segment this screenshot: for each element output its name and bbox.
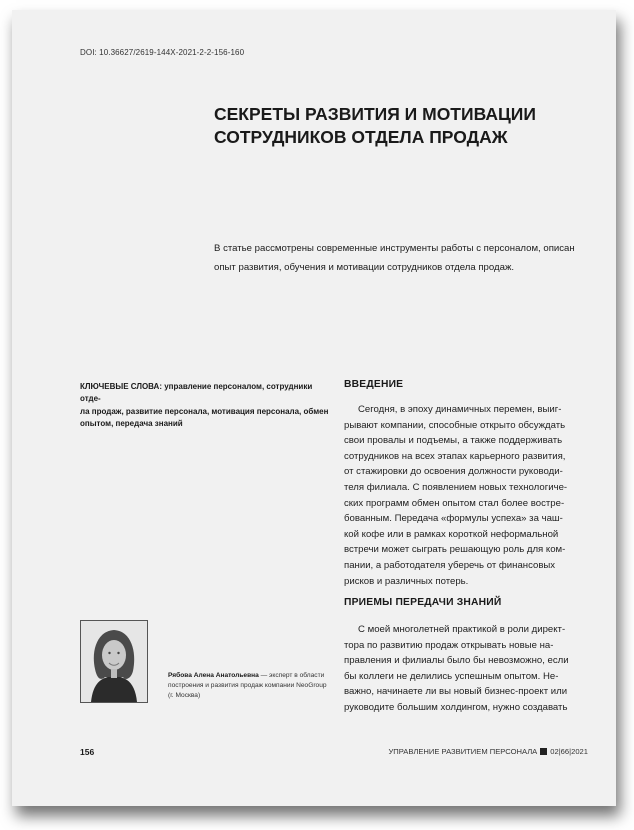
knowledge-paragraph: [344, 622, 594, 716]
keywords-line-3: опытом, передача знаний: [80, 418, 183, 428]
paragraph-line: свои провалы и подъемы, а также поддерживать: [344, 435, 563, 447]
author-desc-2: построения и развития продаж компании NeoGroup: [168, 682, 327, 689]
abstract-line-1: В статье рассмотрены современные инструменты работы с персоналом, описан: [214, 243, 575, 254]
abstract-line-2: опыт развития, обучения и мотивации сотрудников отдела продаж.: [214, 262, 515, 273]
author-portrait-icon: [81, 621, 147, 702]
paragraph-line: кой кофе или в рамках короткой неформальной: [344, 528, 559, 540]
paragraph-line: руководите большим холдингом, нужно создавать: [344, 701, 568, 713]
square-separator-icon: [540, 748, 547, 755]
journal-page: [12, 10, 616, 806]
paragraph-line: тора по развитию продаж открывать новые на-: [344, 639, 554, 651]
paragraph-line: ских программ обмен опытом стал более востре-: [344, 497, 565, 509]
abstract: [214, 239, 594, 277]
keywords-line-2: ла продаж, развитие персонала, мотивация персонала, обмен: [80, 406, 329, 416]
intro-paragraph: [344, 402, 594, 589]
keywords: [80, 381, 330, 430]
journal-footer: [388, 747, 588, 756]
paragraph-line: теля филиала. С появлением новых технологиче-: [344, 481, 568, 493]
paragraph-line: рисков и различных потерь.: [344, 575, 469, 587]
journal-name: УПРАВЛЕНИЕ РАЗВИТИЕМ ПЕРСОНАЛА: [388, 747, 538, 756]
paragraph-line: сотрудников на всех этапах карьерного развития,: [344, 450, 566, 462]
author-desc-3: (г. Москва): [168, 692, 201, 699]
paragraph-line: С моей многолетней практикой в роли директ-: [358, 624, 566, 635]
author-desc-1: — эксперт в области: [258, 672, 325, 679]
paragraph-line: бованным. Передача «формулы успеха» за чаш-: [344, 513, 563, 525]
author-info: [168, 671, 338, 701]
article-title-line-1: СЕКРЕТЫ РАЗВИТИЯ И МОТИВАЦИИ: [214, 104, 536, 124]
article-title-line-2: СОТРУДНИКОВ ОТДЕЛА ПРОДАЖ: [214, 127, 508, 147]
author-photo: [80, 620, 148, 703]
section-heading-intro: ВВЕДЕНИЕ: [344, 379, 404, 390]
doi: DOI: 10.36627/2619-144X-2021-2-2-156-160: [80, 48, 245, 57]
page-number: 156: [80, 747, 95, 757]
author-name: Рябова Алена Анатольевна: [168, 672, 259, 679]
article-title: [214, 103, 574, 149]
paragraph-line: пании, а работодателя уберечь от финансовых: [344, 559, 556, 571]
paragraph-line: Сегодня, в эпоху динамичных перемен, выиг-: [358, 404, 562, 415]
journal-issue: 02|66|2021: [550, 747, 588, 756]
section-heading-knowledge: ПРИЕМЫ ПЕРЕДАЧИ ЗНАНИЙ: [344, 597, 502, 608]
keywords-line-1: КЛЮЧЕВЫЕ СЛОВА: управление персоналом, сотрудники отде-: [80, 382, 313, 404]
paragraph-line: бы коллеги не делились успешным опытом. Не-: [344, 670, 559, 682]
paragraph-line: правления и филиалы было бы невозможно, если: [344, 655, 569, 667]
paragraph-line: от стажировки до освоения должности руководи-: [344, 466, 563, 478]
paragraph-line: важно, начинаете ли вы новый бизнес-проект или: [344, 686, 568, 698]
paragraph-line: встречи может сыграть решающую роль для ком-: [344, 544, 566, 556]
paragraph-line: рывают компании, способные открыто обсуждать: [344, 419, 566, 431]
